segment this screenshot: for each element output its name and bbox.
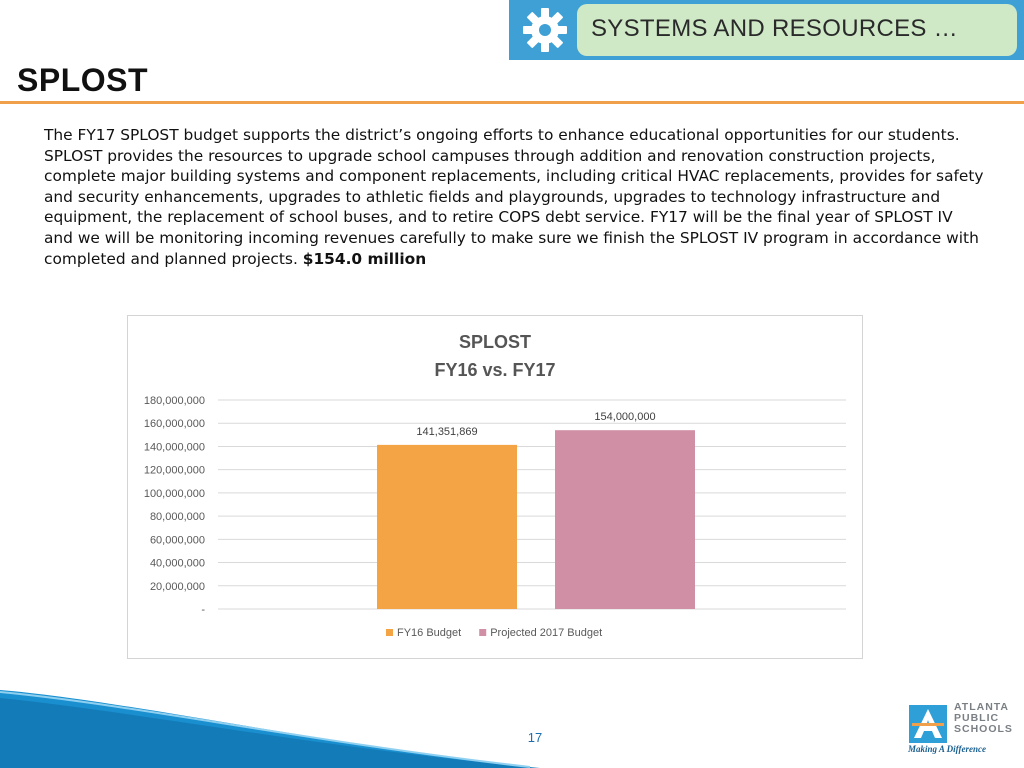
legend-swatch [386, 629, 393, 636]
atlanta-public-schools-logo [906, 700, 1018, 760]
header-banner [509, 0, 1024, 60]
page-title: SPLOST [17, 62, 149, 98]
logo-line: SCHOOLS [954, 723, 1013, 735]
y-tick-label: 180,000,000 [143, 395, 205, 407]
body-paragraph [44, 125, 984, 269]
gear-icon [519, 4, 571, 56]
data-label: 154,000,000 [594, 411, 656, 424]
highlight-amount: $154.0 million [302, 249, 427, 268]
y-tick-label: 40,000,000 [149, 557, 205, 570]
chart-subtitle: FY16 vs. FY17 [434, 360, 556, 380]
bar [377, 445, 517, 609]
paragraph-text: The FY17 SPLOST budget supports the district’s ongoing efforts to enhance educational opportunities for our students. SPLOST provides the resources to upgrade school campuses through addition and renovation construction projects, complete major building systems and component replacements, including critical HVAC replacements, provides for safety and security enhancements, upgrades to athletic fields and playgrounds, upgrades to technology infrastructure and equipment, the replacement of school buses, and to retire COPS debt service. FY17 will be the final year of SPLOST IV and we will be monitoring incoming revenues carefully to make sure we finish the SPLOST IV program in accordance with completed and planned projects. [44, 126, 984, 268]
y-tick-label: 160,000,000 [143, 418, 205, 431]
data-label: 141,351,869 [416, 425, 478, 438]
banner-pill [577, 4, 1017, 56]
legend-label: Projected 2017 Budget [490, 627, 603, 639]
bar [555, 430, 695, 609]
logo-line: PUBLIC [954, 712, 1000, 724]
y-tick-label: 20,000,000 [149, 580, 205, 593]
y-tick-label: - [201, 604, 205, 616]
logo-line: ATLANTA [954, 701, 1010, 713]
title-divider [0, 101, 1024, 104]
legend-label: FY16 Budget [397, 627, 462, 639]
y-tick-label: 60,000,000 [149, 534, 205, 547]
logo-a-icon [908, 704, 948, 744]
logo-tagline: Making A Difference [908, 744, 986, 754]
y-tick-label: 100,000,000 [143, 487, 205, 500]
logo-wordmark [954, 702, 1013, 735]
legend-swatch [479, 629, 486, 636]
chart-title: SPLOST [458, 332, 532, 352]
page-number: 17 [527, 730, 543, 745]
bar-chart [128, 316, 862, 658]
banner-label: SYSTEMS AND RESOURCES … [591, 15, 958, 42]
chart-container [127, 315, 863, 659]
y-tick-label: 120,000,000 [143, 464, 205, 477]
y-tick-label: 80,000,000 [149, 511, 205, 524]
footer-wave [0, 690, 1024, 768]
y-tick-label: 140,000,000 [143, 441, 205, 454]
